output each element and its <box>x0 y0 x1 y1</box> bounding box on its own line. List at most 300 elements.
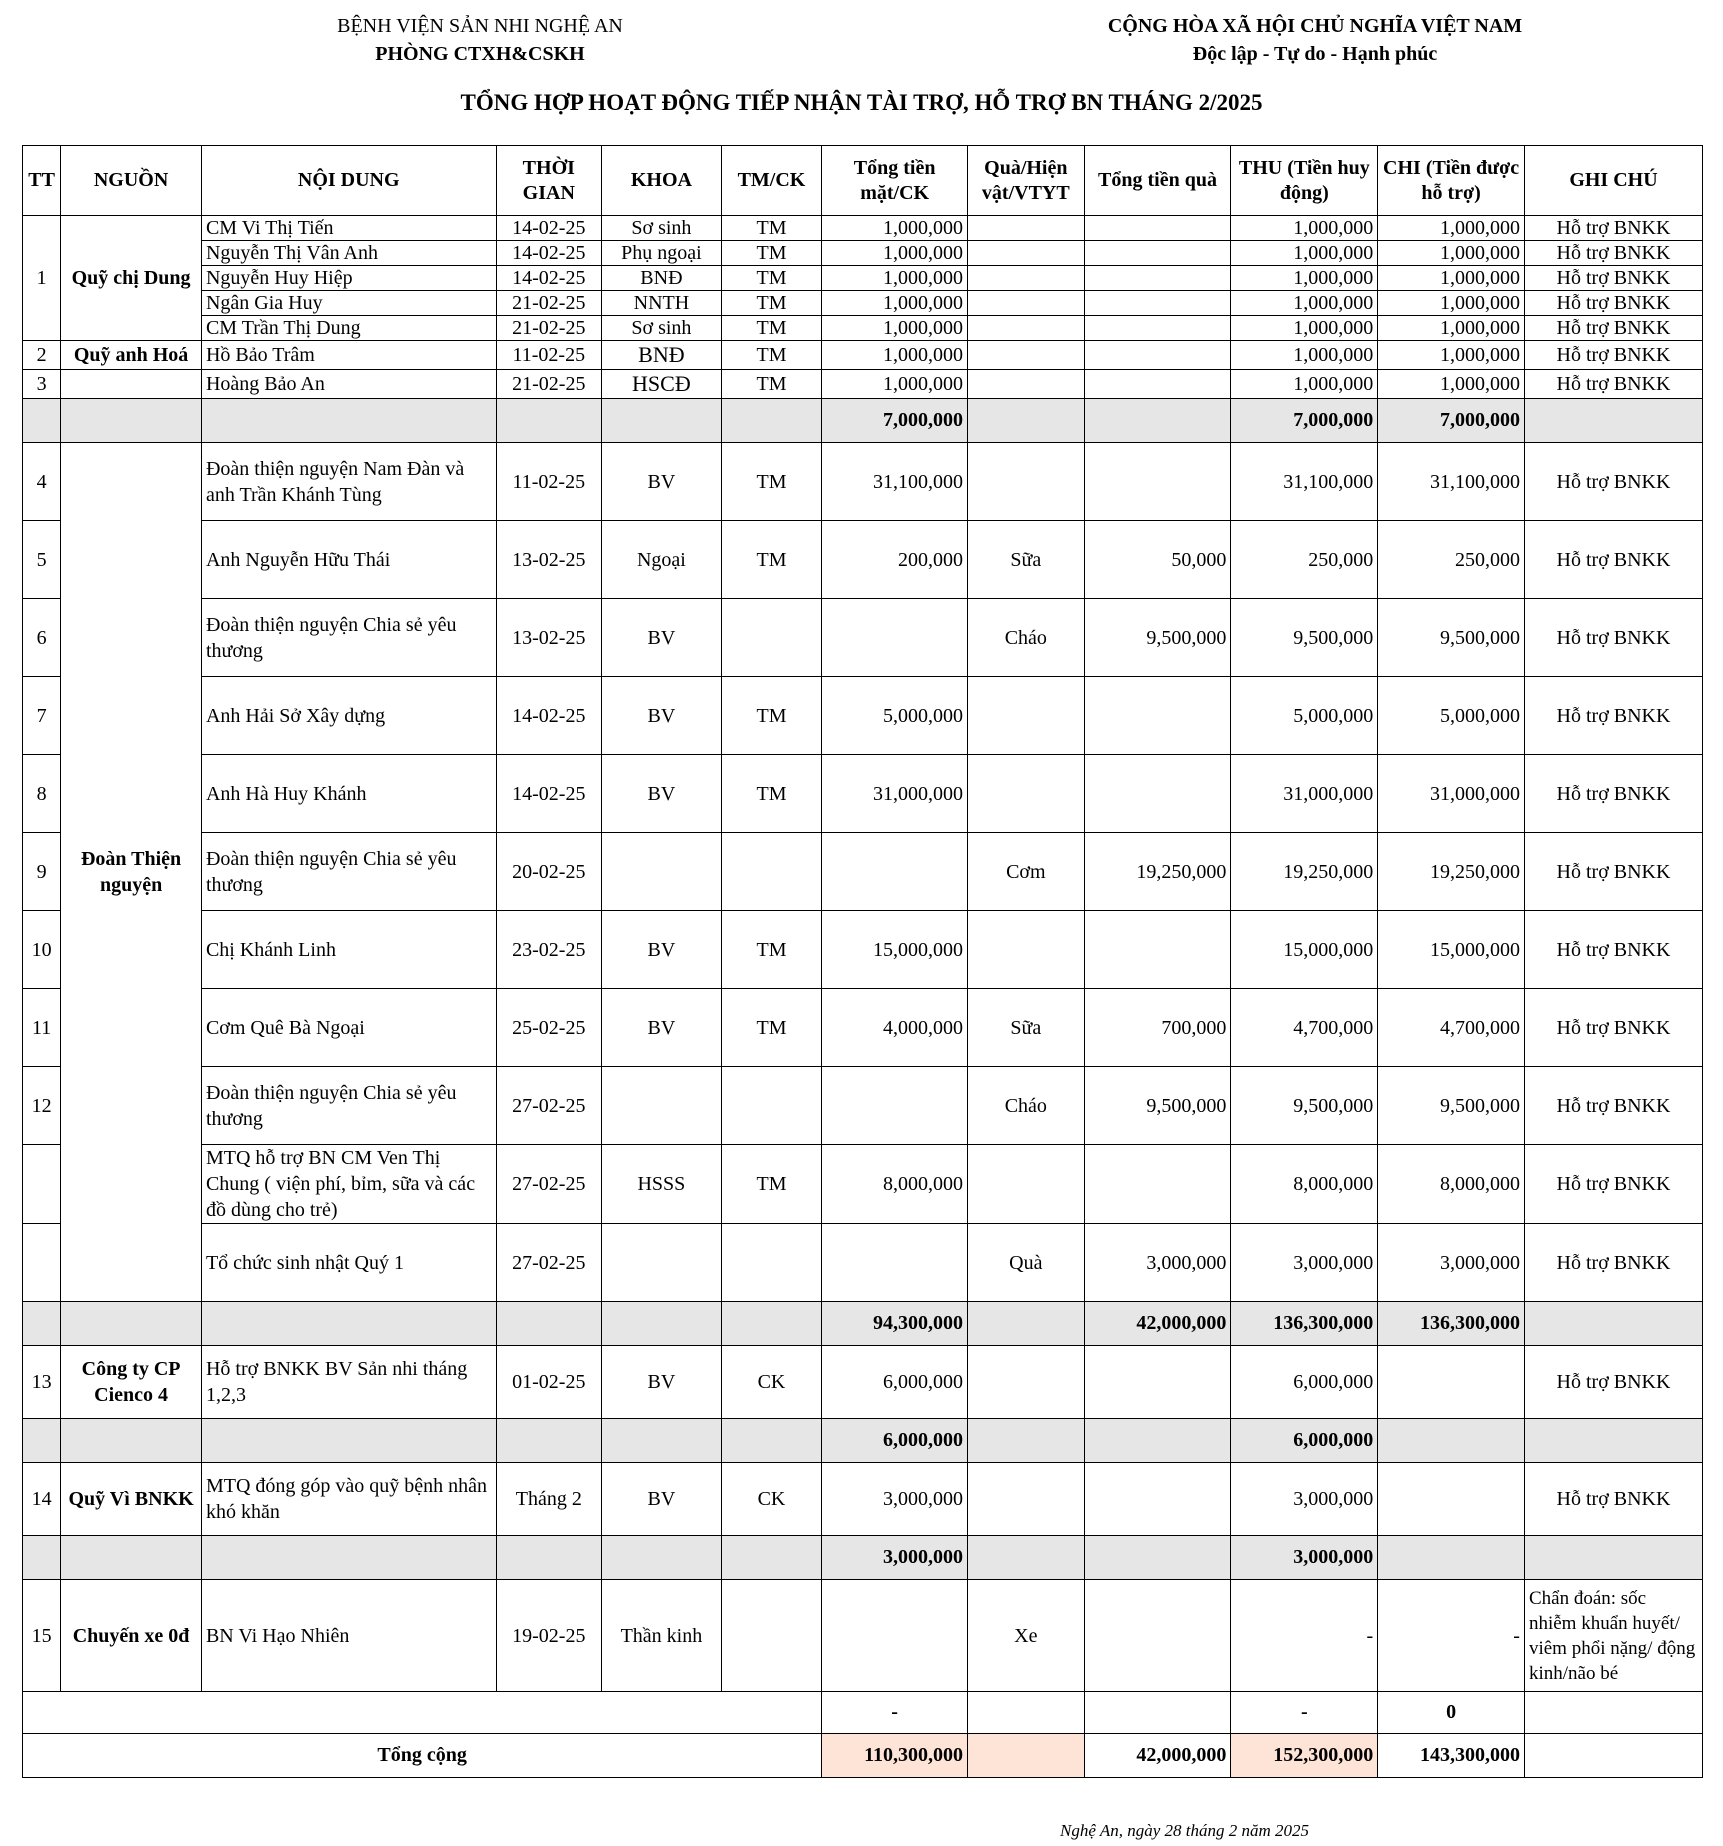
payment-type-cell: TM <box>721 291 822 316</box>
content-cell: Anh Hải Sở Xây dựng <box>201 677 496 755</box>
table-row <box>23 241 1703 266</box>
source-cell: Quỹ Vì BNKK <box>61 1463 202 1536</box>
cash-cell: 5,000,000 <box>822 677 968 755</box>
note-cell: Hỗ trợ BNKK <box>1524 1145 1702 1224</box>
cash-cell: 6,000,000 <box>822 1346 968 1419</box>
col-header-cash-total: Tổng tiền mặt/CK <box>822 146 968 216</box>
payment-type-cell: TM <box>721 521 822 599</box>
note-cell: Hỗ trợ BNKK <box>1524 341 1702 370</box>
gift-value-cell <box>1084 1145 1231 1224</box>
gift-value-cell <box>1084 266 1231 291</box>
gift-value-cell: 3,000,000 <box>1084 1224 1231 1302</box>
gift-value-cell <box>1084 316 1231 341</box>
content-cell: CM Trần Thị Dung <box>201 316 496 341</box>
total-income: 152,300,000 <box>1231 1734 1378 1778</box>
cash-cell: 1,000,000 <box>822 291 968 316</box>
income-cell: 1,000,000 <box>1231 341 1378 370</box>
income-cell: 8,000,000 <box>1231 1145 1378 1224</box>
table-row <box>23 989 1703 1067</box>
table-row <box>23 1580 1703 1692</box>
grand-total-row <box>23 1734 1703 1778</box>
date-place-footer: Nghệ An, ngày 28 tháng 2 năm 2025 <box>1060 1821 1310 1840</box>
sponsorship-table <box>22 145 1703 1778</box>
expense-cell: 1,000,000 <box>1378 291 1525 316</box>
gift-cell: Xe <box>968 1580 1085 1692</box>
subtotal-cash: 7,000,000 <box>822 399 968 443</box>
expense-cell <box>1378 1463 1525 1536</box>
date-cell: 20-02-25 <box>496 833 602 911</box>
payment-type-cell: TM <box>721 316 822 341</box>
source-cell: Quỹ anh Hoá <box>61 341 202 370</box>
gift-cell <box>968 677 1085 755</box>
department-cell <box>602 1067 722 1145</box>
gift-value-cell <box>1084 911 1231 989</box>
row-number: 4 <box>23 443 61 521</box>
income-cell: 9,500,000 <box>1231 1067 1378 1145</box>
date-cell: 13-02-25 <box>496 521 602 599</box>
subtotal-income: 7,000,000 <box>1231 399 1378 443</box>
date-cell: 27-02-25 <box>496 1224 602 1302</box>
col-header-time: THỜI GIAN <box>496 146 602 216</box>
subtotal-gift <box>1084 399 1231 443</box>
date-cell: 27-02-25 <box>496 1145 602 1224</box>
expense-cell: 9,500,000 <box>1378 1067 1525 1145</box>
cash-cell: 1,000,000 <box>822 266 968 291</box>
table-row <box>23 291 1703 316</box>
note-cell: Hỗ trợ BNKK <box>1524 521 1702 599</box>
gift-value-cell <box>1084 341 1231 370</box>
note-cell: Hỗ trợ BNKK <box>1524 677 1702 755</box>
subtotal-income: 3,000,000 <box>1231 1536 1378 1580</box>
table-row <box>23 341 1703 370</box>
gift-cell <box>968 1346 1085 1419</box>
table-row <box>23 443 1703 521</box>
date-cell: 21-02-25 <box>496 370 602 399</box>
gift-value-cell <box>1084 1580 1231 1692</box>
cash-cell: 1,000,000 <box>822 316 968 341</box>
expense-cell: 1,000,000 <box>1378 241 1525 266</box>
income-cell: 250,000 <box>1231 521 1378 599</box>
content-cell: Đoàn thiện nguyện Chia sẻ yêu thương <box>201 1067 496 1145</box>
payment-type-cell: TM <box>721 443 822 521</box>
income-cell: 4,700,000 <box>1231 989 1378 1067</box>
note-cell: Hỗ trợ BNKK <box>1524 599 1702 677</box>
table-row <box>23 599 1703 677</box>
payment-type-cell: CK <box>721 1346 822 1419</box>
payment-type-cell: CK <box>721 1463 822 1536</box>
department-cell: BV <box>602 677 722 755</box>
table-row <box>23 1145 1703 1224</box>
row-number <box>23 1224 61 1302</box>
subtotal-cash: 3,000,000 <box>822 1536 968 1580</box>
row-number: 13 <box>23 1346 61 1419</box>
expense-cell: 8,000,000 <box>1378 1145 1525 1224</box>
gift-cell: Sữa <box>968 989 1085 1067</box>
content-cell: Anh Hà Huy Khánh <box>201 755 496 833</box>
payment-type-cell: TM <box>721 1145 822 1224</box>
payment-type-cell <box>721 833 822 911</box>
col-header-department: KHOA <box>602 146 722 216</box>
content-cell: Nguyễn Huy Hiệp <box>201 266 496 291</box>
department-cell: BV <box>602 911 722 989</box>
cash-cell: 3,000,000 <box>822 1463 968 1536</box>
department-cell: NNTH <box>602 291 722 316</box>
expense-cell <box>1378 1346 1525 1419</box>
department-cell: BV <box>602 599 722 677</box>
note-cell: Hỗ trợ BNKK <box>1524 1463 1702 1536</box>
row-number <box>23 1145 61 1224</box>
income-cell: 1,000,000 <box>1231 266 1378 291</box>
income-cell: 1,000,000 <box>1231 291 1378 316</box>
table-row <box>23 1346 1703 1419</box>
cash-cell: 1,000,000 <box>822 370 968 399</box>
table-row <box>23 911 1703 989</box>
income-cell: 31,000,000 <box>1231 755 1378 833</box>
department-cell <box>602 833 722 911</box>
subtotal-row <box>23 399 1703 443</box>
payment-type-cell <box>721 1224 822 1302</box>
department-cell: Sơ sinh <box>602 316 722 341</box>
table-row <box>23 1067 1703 1145</box>
row-number: 12 <box>23 1067 61 1145</box>
payment-type-cell: TM <box>721 911 822 989</box>
nation-header <box>1015 12 1615 68</box>
payment-type-cell <box>721 1067 822 1145</box>
department-cell: BV <box>602 1346 722 1419</box>
row-number: 6 <box>23 599 61 677</box>
department-cell: BV <box>602 989 722 1067</box>
row-number: 7 <box>23 677 61 755</box>
cash-cell: 31,000,000 <box>822 755 968 833</box>
total-cash: 110,300,000 <box>822 1734 968 1778</box>
date-cell: 14-02-25 <box>496 216 602 241</box>
gift-value-cell: 700,000 <box>1084 989 1231 1067</box>
col-header-income: THU (Tiền huy động) <box>1231 146 1378 216</box>
source-cell <box>61 370 202 399</box>
expense-cell: 15,000,000 <box>1378 911 1525 989</box>
subtotal-cash: 6,000,000 <box>822 1419 968 1463</box>
row-number: 5 <box>23 521 61 599</box>
department-cell: BV <box>602 443 722 521</box>
income-cell: 9,500,000 <box>1231 599 1378 677</box>
note-cell: Hỗ trợ BNKK <box>1524 241 1702 266</box>
date-cell: 21-02-25 <box>496 316 602 341</box>
cash-cell: 8,000,000 <box>822 1145 968 1224</box>
date-cell: 25-02-25 <box>496 989 602 1067</box>
cash-cell: 31,100,000 <box>822 443 968 521</box>
table-row <box>23 833 1703 911</box>
gift-cell <box>968 266 1085 291</box>
gift-cell <box>968 755 1085 833</box>
payment-type-cell: TM <box>721 677 822 755</box>
note-cell: Hỗ trợ BNKK <box>1524 833 1702 911</box>
date-cell: 14-02-25 <box>496 755 602 833</box>
gift-value-cell <box>1084 443 1231 521</box>
table-row <box>23 1463 1703 1536</box>
note-cell: Hỗ trợ BNKK <box>1524 989 1702 1067</box>
content-cell: Hồ Bảo Trâm <box>201 341 496 370</box>
department-cell: BNĐ <box>602 341 722 370</box>
subtotal-expense: 136,300,000 <box>1378 1302 1525 1346</box>
subtotal-income: 136,300,000 <box>1231 1302 1378 1346</box>
payment-type-cell: TM <box>721 241 822 266</box>
date-cell: 19-02-25 <box>496 1580 602 1692</box>
subtotal-gift <box>1084 1536 1231 1580</box>
row-number: 9 <box>23 833 61 911</box>
date-cell: 27-02-25 <box>496 1067 602 1145</box>
expense-cell: 9,500,000 <box>1378 599 1525 677</box>
expense-cell: 1,000,000 <box>1378 370 1525 399</box>
table-row <box>23 316 1703 341</box>
note-cell: Hỗ trợ BNKK <box>1524 316 1702 341</box>
table-row <box>23 521 1703 599</box>
subtotal-gift: 42,000,000 <box>1084 1302 1231 1346</box>
payment-type-cell: TM <box>721 989 822 1067</box>
expense-cell: 1,000,000 <box>1378 266 1525 291</box>
source-cell: Chuyến xe 0đ <box>61 1580 202 1692</box>
row-number: 8 <box>23 755 61 833</box>
gift-cell <box>968 1145 1085 1224</box>
gift-cell <box>968 216 1085 241</box>
content-cell: Chị Khánh Linh <box>201 911 496 989</box>
date-cell: 13-02-25 <box>496 599 602 677</box>
expense-cell: - <box>1378 1580 1525 1692</box>
income-cell: 3,000,000 <box>1231 1463 1378 1536</box>
date-cell: 14-02-25 <box>496 677 602 755</box>
department-cell: HSSS <box>602 1145 722 1224</box>
row-number: 1 <box>23 216 61 341</box>
subtotal-row <box>23 1302 1703 1346</box>
content-cell: Đoàn thiện nguyện Nam Đàn và anh Trần Khánh Tùng <box>201 443 496 521</box>
gift-cell: Cháo <box>968 1067 1085 1145</box>
note-cell: Hỗ trợ BNKK <box>1524 443 1702 521</box>
subtotal-cash: 94,300,000 <box>822 1302 968 1346</box>
cash-cell: 1,000,000 <box>822 341 968 370</box>
department-cell: Thần kinh <box>602 1580 722 1692</box>
expense-cell: 31,100,000 <box>1378 443 1525 521</box>
row-number: 10 <box>23 911 61 989</box>
date-cell: 11-02-25 <box>496 341 602 370</box>
payment-type-cell <box>721 1580 822 1692</box>
gift-value-cell: 9,500,000 <box>1084 599 1231 677</box>
gift-value-cell: 19,250,000 <box>1084 833 1231 911</box>
cash-cell: 4,000,000 <box>822 989 968 1067</box>
col-header-note: GHI CHÚ <box>1524 146 1702 216</box>
table-header-row <box>23 146 1703 216</box>
subtotal-expense: 0 <box>1378 1692 1525 1734</box>
cash-cell: 1,000,000 <box>822 216 968 241</box>
gift-value-cell <box>1084 677 1231 755</box>
subtotal-expense <box>1378 1419 1525 1463</box>
note-cell: Hỗ trợ BNKK <box>1524 216 1702 241</box>
subtotal-expense <box>1378 1536 1525 1580</box>
note-cell: Hỗ trợ BNKK <box>1524 1224 1702 1302</box>
content-cell: Tổ chức sinh nhật Quý 1 <box>201 1224 496 1302</box>
subtotal-row <box>23 1419 1703 1463</box>
payment-type-cell: TM <box>721 341 822 370</box>
col-header-expense: CHI (Tiền được hỗ trợ) <box>1378 146 1525 216</box>
date-cell: 21-02-25 <box>496 291 602 316</box>
row-number: 2 <box>23 341 61 370</box>
income-cell: 1,000,000 <box>1231 370 1378 399</box>
content-cell: MTQ đóng góp vào quỹ bệnh nhân khó khăn <box>201 1463 496 1536</box>
gift-cell <box>968 316 1085 341</box>
gift-value-cell <box>1084 1346 1231 1419</box>
expense-cell: 1,000,000 <box>1378 341 1525 370</box>
source-cell: Đoàn Thiện nguyện <box>61 443 202 1302</box>
subtotal-row <box>23 1536 1703 1580</box>
department-cell <box>602 1224 722 1302</box>
gift-value-cell <box>1084 241 1231 266</box>
content-cell: Đoàn thiện nguyện Chia sẻ yêu thương <box>201 599 496 677</box>
row-number: 15 <box>23 1580 61 1692</box>
nation-name: CỘNG HÒA XÃ HỘI CHỦ NGHĨA VIỆT NAM <box>1107 15 1523 37</box>
gift-cell <box>968 443 1085 521</box>
income-cell: 5,000,000 <box>1231 677 1378 755</box>
row-number: 11 <box>23 989 61 1067</box>
content-cell: Cơm Quê Bà Ngoại <box>201 989 496 1067</box>
total-gift: 42,000,000 <box>1084 1734 1231 1778</box>
note-cell: Chẩn đoán: sốc nhiễm khuẩn huyết/ viêm phổi nặng/ động kinh/não bé <box>1524 1580 1702 1692</box>
cash-cell <box>822 833 968 911</box>
income-cell: 1,000,000 <box>1231 241 1378 266</box>
department-cell: Phụ ngoại <box>602 241 722 266</box>
cash-cell: 1,000,000 <box>822 241 968 266</box>
cash-cell: 200,000 <box>822 521 968 599</box>
income-cell: 15,000,000 <box>1231 911 1378 989</box>
org-name: BỆNH VIỆN SẢN NHI NGHỆ AN <box>337 15 623 37</box>
date-cell: 11-02-25 <box>496 443 602 521</box>
document-title: TỔNG HỢP HOẠT ĐỘNG TIẾP NHẬN TÀI TRỢ, HỖ TRỢ BN THÁNG 2/2025 <box>460 90 1263 115</box>
department-cell: Ngoại <box>602 521 722 599</box>
payment-type-cell: TM <box>721 216 822 241</box>
expense-cell: 19,250,000 <box>1378 833 1525 911</box>
gift-cell <box>968 241 1085 266</box>
col-header-content: NỘI DUNG <box>201 146 496 216</box>
expense-cell: 4,700,000 <box>1378 989 1525 1067</box>
content-cell: Nguyễn Thị Vân Anh <box>201 241 496 266</box>
row-number: 14 <box>23 1463 61 1536</box>
income-cell: 6,000,000 <box>1231 1346 1378 1419</box>
note-cell: Hỗ trợ BNKK <box>1524 1346 1702 1419</box>
org-header <box>230 12 730 68</box>
subtotal-income: 6,000,000 <box>1231 1419 1378 1463</box>
department-cell: BV <box>602 1463 722 1536</box>
gift-cell: Sữa <box>968 521 1085 599</box>
cash-cell <box>822 1067 968 1145</box>
income-cell: 1,000,000 <box>1231 316 1378 341</box>
gift-cell: Cháo <box>968 599 1085 677</box>
gift-value-cell <box>1084 370 1231 399</box>
row-number: 3 <box>23 370 61 399</box>
subtotal-income: - <box>1231 1692 1378 1734</box>
total-expense: 143,300,000 <box>1378 1734 1525 1778</box>
date-cell: 14-02-25 <box>496 241 602 266</box>
income-cell: 3,000,000 <box>1231 1224 1378 1302</box>
payment-type-cell: TM <box>721 755 822 833</box>
table-row <box>23 370 1703 399</box>
income-cell: 19,250,000 <box>1231 833 1378 911</box>
subtotal-gift <box>1084 1419 1231 1463</box>
source-cell: Công ty CP Cienco 4 <box>61 1346 202 1419</box>
gift-value-cell: 50,000 <box>1084 521 1231 599</box>
department-cell: HSCĐ <box>602 370 722 399</box>
expense-cell: 1,000,000 <box>1378 316 1525 341</box>
income-cell: - <box>1231 1580 1378 1692</box>
gift-value-cell <box>1084 755 1231 833</box>
source-cell: Quỹ chị Dung <box>61 216 202 341</box>
subtotal-gift <box>1084 1692 1231 1734</box>
note-cell: Hỗ trợ BNKK <box>1524 291 1702 316</box>
table-row <box>23 216 1703 241</box>
gift-cell: Cơm <box>968 833 1085 911</box>
note-cell: Hỗ trợ BNKK <box>1524 911 1702 989</box>
cash-cell: 15,000,000 <box>822 911 968 989</box>
expense-cell: 1,000,000 <box>1378 216 1525 241</box>
income-cell: 1,000,000 <box>1231 216 1378 241</box>
content-cell: Hoàng Bảo An <box>201 370 496 399</box>
cash-cell <box>822 599 968 677</box>
col-header-tt: TT <box>23 146 61 216</box>
payment-type-cell <box>721 599 822 677</box>
subtotal-cash: - <box>822 1692 968 1734</box>
date-cell: 23-02-25 <box>496 911 602 989</box>
col-header-gift-total: Tổng tiền quà <box>1084 146 1231 216</box>
col-header-gift-type: Quà/Hiện vật/VTYT <box>968 146 1085 216</box>
payment-type-cell: TM <box>721 370 822 399</box>
subtotal-row <box>23 1692 1703 1734</box>
content-cell: CM Vi Thị Tiến <box>201 216 496 241</box>
col-header-payment-type: TM/CK <box>721 146 822 216</box>
expense-cell: 31,000,000 <box>1378 755 1525 833</box>
table-row <box>23 1224 1703 1302</box>
content-cell: Đoàn thiện nguyện Chia sẻ yêu thương <box>201 833 496 911</box>
content-cell: BN Vi Hạo Nhiên <box>201 1580 496 1692</box>
income-cell: 31,100,000 <box>1231 443 1378 521</box>
gift-cell <box>968 911 1085 989</box>
gift-cell <box>968 341 1085 370</box>
expense-cell: 5,000,000 <box>1378 677 1525 755</box>
table-row <box>23 755 1703 833</box>
department-cell: Sơ sinh <box>602 216 722 241</box>
cash-cell <box>822 1224 968 1302</box>
gift-value-cell <box>1084 1463 1231 1536</box>
note-cell: Hỗ trợ BNKK <box>1524 755 1702 833</box>
date-cell: Tháng 2 <box>496 1463 602 1536</box>
note-cell: Hỗ trợ BNKK <box>1524 370 1702 399</box>
date-cell: 14-02-25 <box>496 266 602 291</box>
payment-type-cell: TM <box>721 266 822 291</box>
note-cell: Hỗ trợ BNKK <box>1524 266 1702 291</box>
department-cell: BV <box>602 755 722 833</box>
expense-cell: 3,000,000 <box>1378 1224 1525 1302</box>
gift-cell <box>968 1463 1085 1536</box>
table-row <box>23 677 1703 755</box>
gift-cell <box>968 370 1085 399</box>
gift-value-cell <box>1084 216 1231 241</box>
nation-motto: Độc lập - Tự do - Hạnh phúc <box>1192 43 1438 65</box>
department-cell: BNĐ <box>602 266 722 291</box>
gift-value-cell <box>1084 291 1231 316</box>
gift-cell <box>968 291 1085 316</box>
content-cell: Ngân Gia Huy <box>201 291 496 316</box>
gift-value-cell: 9,500,000 <box>1084 1067 1231 1145</box>
content-cell: Hỗ trợ BNKK BV Sản nhi tháng 1,2,3 <box>201 1346 496 1419</box>
col-header-source: NGUỒN <box>61 146 202 216</box>
content-cell: Anh Nguyễn Hữu Thái <box>201 521 496 599</box>
department-name: PHÒNG CTXH&CSKH <box>375 43 585 65</box>
table-row <box>23 266 1703 291</box>
